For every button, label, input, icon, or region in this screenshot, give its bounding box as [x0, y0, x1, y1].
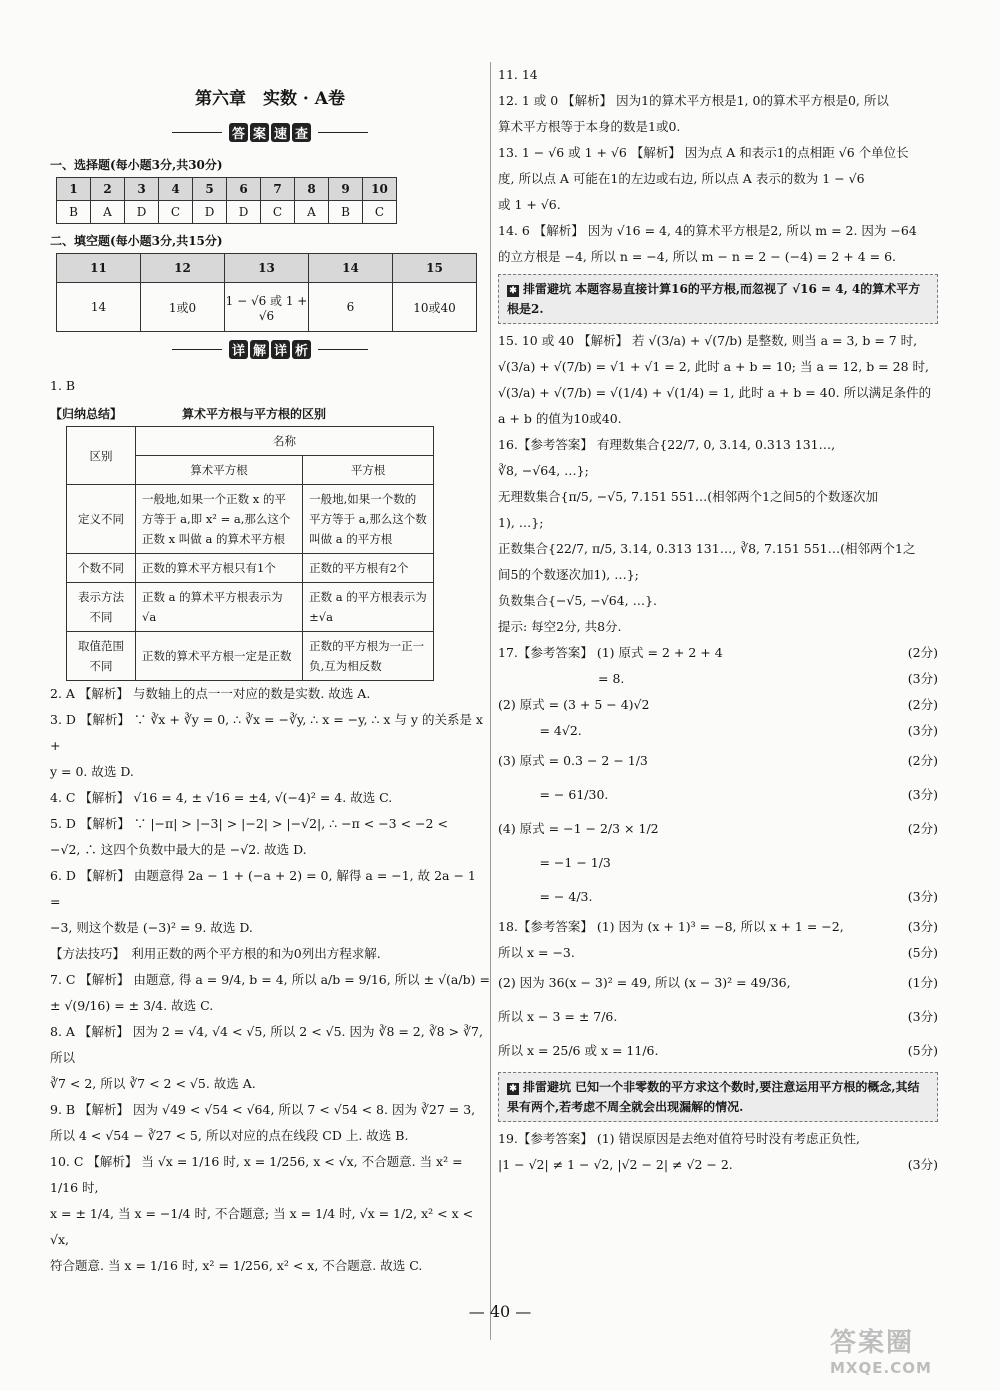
answer-line: ∛8, −√64, …};	[498, 463, 589, 478]
section-fill-heading: 二、填空题(每小题3分,共15分)	[50, 234, 223, 248]
fill-number: 14	[309, 254, 393, 283]
answer-text: = −1 − 1/3	[498, 855, 611, 870]
score-mark: (2分)	[907, 753, 938, 768]
banner-char: 解	[250, 340, 269, 359]
summary-row-square: 正数的平方根有2个	[303, 554, 434, 583]
banner-detailed-explanation	[50, 340, 490, 359]
answer-text: (2) 因为 36(x − 3)² = 49, 所以 (x − 3)² = 49/36,	[498, 975, 791, 990]
summary-row-square: 正数 a 的平方根表示为 ±√a	[303, 583, 434, 632]
answer-line: 11. 14	[498, 67, 538, 82]
choice-answer: D	[193, 201, 227, 224]
mine-icon: ✱	[507, 285, 519, 297]
banner-char: 详	[271, 340, 290, 359]
answer-line: ± √(9/16) = ± 3/4. 故选 C.	[50, 998, 214, 1013]
answer-line: 4. C 【解析】 √16 = 4, ± √16 = ±4, √(−4)² = 4. 故选 C.	[50, 790, 393, 805]
answer-line: a + b 的值为10或40.	[498, 411, 622, 426]
summary-head-arith: 算术平方根	[136, 456, 303, 485]
answer-line: 度, 所以点 A 可能在1的左边或右边, 所以点 A 表示的数为 1 − √6	[498, 171, 865, 186]
summary-heading	[50, 405, 490, 422]
answer-text: 所以 x − 3 = ± 7/6.	[498, 1009, 618, 1024]
summary-row-arith: 一般地,如果一个正数 x 的平方等于 a,即 x² = a,那么这个正数 x 叫做 a 的算术平方根	[136, 485, 303, 554]
choice-answer: B	[329, 201, 363, 224]
choice-answer: B	[57, 201, 91, 224]
summary-row-key: 表示方法不同	[67, 583, 136, 632]
answer-text: |1 − √2| ≠ 1 − √2, |√2 − 2| ≠ √2 − 2.	[498, 1157, 733, 1172]
answer-text: 19.【参考答案】 (1) 错误原因是去绝对值符号时没有考虑正负性,	[498, 1131, 861, 1146]
summary-row-arith: 正数的算术平方根只有1个	[136, 554, 303, 583]
answer-line	[498, 914, 938, 940]
answer-line: 负数集合{−√5, −√64, …}.	[498, 593, 658, 608]
right-answers-top	[498, 62, 938, 270]
section-choice-heading: 一、选择题(每小题3分,共30分)	[50, 158, 223, 172]
answer-line: √(3/a) + √(7/b) = √(1/4) + √(1/4) = 1, 此时 a + b = 40. 所以满足条件的	[498, 385, 932, 400]
score-mark: (3分)	[907, 1009, 938, 1024]
answer-line: 所以 4 < √54 − ∛27 < 5, 所以对应的点在线段 CD 上. 故选 B.	[50, 1128, 409, 1143]
score-mark: (5分)	[907, 945, 938, 960]
score-mark: (3分)	[907, 1157, 938, 1172]
answer-line: 2. A 【解析】 与数轴上的点一一对应的数是实数. 故选 A.	[50, 686, 371, 701]
choice-answer: C	[159, 201, 193, 224]
left-column	[50, 62, 490, 1279]
choice-number: 4	[159, 178, 193, 201]
choice-answer-table	[56, 177, 397, 224]
banner-char: 析	[292, 340, 311, 359]
answer-line	[498, 1034, 938, 1068]
answer-line: √(3/a) + √(7/b) = √1 + √1 = 2, 此时 a + b = 10; 当 a = 12, b = 28 时,	[498, 359, 929, 374]
answer-line: 8. A 【解析】 因为 2 = √4, √4 < √5, 所以 2 < √5. 因为 ∛8 = 2, ∛8 > ∛7, 所以	[50, 1024, 483, 1065]
answer-line: y = 0. 故选 D.	[50, 764, 134, 779]
choice-number: 3	[125, 178, 159, 201]
answer-text: (4) 原式 = −1 − 2/3 × 1/2	[498, 821, 659, 836]
score-mark: (1分)	[907, 975, 938, 990]
choice-number: 7	[261, 178, 295, 201]
banner-char: 查	[292, 123, 311, 142]
answer-text: 所以 x = 25/6 或 x = 11/6.	[498, 1043, 659, 1058]
score-mark: (2分)	[907, 645, 938, 660]
tip-box-2: ✱ 排雷避坑 已知一个非零数的平方求这个数时,要注意运用平方根的概念,其结果有两个,若考虑不周全就会出现漏解的情况.	[498, 1072, 938, 1122]
fill-answer-table	[56, 253, 477, 332]
watermark-logo: 答案圈 MXQE.COM	[830, 1328, 932, 1377]
answer-line: 5. D 【解析】 ∵ |−π| > |−3| > |−2| > |−√2|, ∴ −π < −3 < −2 <	[50, 816, 448, 831]
answer-line: 13. 1 − √6 或 1 + √6 【解析】 因为点 A 和表示1的点相距 √6 个单位长	[498, 145, 909, 160]
answer-line	[498, 666, 938, 692]
banner-char: 详	[229, 340, 248, 359]
summary-row-square: 正数的平方根为一正一负,互为相反数	[303, 632, 434, 681]
answer-line	[498, 744, 938, 778]
answer-line	[498, 966, 938, 1000]
summary-row-key: 个数不同	[67, 554, 136, 583]
tip-box-1: ✱ 排雷避坑 本题容易直接计算16的平方根,而忽视了 √16 = 4, 4的算术平方根是2.	[498, 274, 938, 324]
answer-line: x = ± 1/4, 当 x = −1/4 时, 不合题意; 当 x = 1/4 时, √x = 1/2, x² < x < √x,	[50, 1206, 474, 1247]
summary-head-qubie: 区别	[67, 427, 136, 485]
summary-label: 【归纳总结】	[50, 407, 123, 421]
answer-line	[498, 640, 938, 666]
answer-line: 或 1 + √6.	[498, 197, 561, 212]
answer-line: 提示: 每空2分, 共8分.	[498, 619, 622, 634]
choice-answer: C	[363, 201, 397, 224]
right-column	[498, 62, 938, 1178]
summary-table	[66, 426, 434, 681]
answer-text: = − 61/30.	[498, 787, 609, 802]
answer-line	[498, 1000, 938, 1034]
choice-answer: A	[295, 201, 329, 224]
score-mark: (3分)	[907, 787, 938, 802]
score-mark: (3分)	[907, 671, 938, 686]
summary-row-arith: 正数的算术平方根一定是正数	[136, 632, 303, 681]
fill-number: 11	[57, 254, 141, 283]
score-mark: (3分)	[907, 919, 938, 934]
summary-row-arith: 正数 a 的算术平方根表示为 √a	[136, 583, 303, 632]
answer-line: 3. D 【解析】 ∵ ∛x + ∛y = 0, ∴ ∛x = −∛y, ∴ x = −y, ∴ x 与 y 的关系是 x +	[50, 712, 483, 753]
fill-number: 12	[141, 254, 225, 283]
summary-title: 算术平方根与平方根的区别	[182, 407, 327, 421]
score-mark: (2分)	[907, 821, 938, 836]
answer-line	[498, 1126, 938, 1152]
answer-line: 间5的个数逐次加1), …};	[498, 567, 639, 582]
answer-line	[498, 778, 938, 812]
answer-line	[498, 846, 938, 880]
summary-row-key: 取值范围不同	[67, 632, 136, 681]
choice-header-row	[57, 178, 397, 201]
fill-answer: 1或0	[141, 283, 225, 332]
score-mark: (3分)	[907, 889, 938, 904]
fill-answer: 10或40	[393, 283, 477, 332]
fill-number: 13	[225, 254, 309, 283]
answer-text: = 8.	[498, 671, 625, 686]
answer-line	[498, 692, 938, 718]
answer-line: 1), …};	[498, 515, 544, 530]
answer-text: = − 4/3.	[498, 889, 593, 904]
answer-line: 12. 1 或 0 【解析】 因为1的算术平方根是1, 0的算术平方根是0, 所以	[498, 93, 889, 108]
choice-number: 8	[295, 178, 329, 201]
banner-char: 速	[271, 123, 290, 142]
fill-answer: 6	[309, 283, 393, 332]
choice-number: 6	[227, 178, 261, 201]
choice-answer: C	[261, 201, 295, 224]
answer-line: 6. D 【解析】 由题意得 2a − 1 + (−a + 2) = 0, 解得 a = −1, 故 2a − 1 =	[50, 868, 476, 909]
summary-row	[67, 583, 434, 632]
answer-line: ∛7 < 2, 所以 ∛7 < 2 < √5. 故选 A.	[50, 1076, 256, 1091]
answer-text: (2) 原式 = (3 + 5 − 4)√2	[498, 697, 650, 712]
score-mark: (2分)	[907, 697, 938, 712]
summary-row-key: 定义不同	[67, 485, 136, 554]
fill-number: 15	[393, 254, 477, 283]
answer-text: (3) 原式 = 0.3 − 2 − 1/3	[498, 753, 648, 768]
answer-line: 1. B	[50, 378, 76, 393]
answer-line	[498, 1152, 938, 1178]
answer-line	[498, 880, 938, 914]
answer-line: 无理数集合{π/5, −√5, 7.151 551…(相邻两个1之间5的个数逐次加	[498, 489, 879, 504]
answer-line: 正数集合{22/7, π/5, 3.14, 0.313 131…, ∛8, 7.151 551…(相邻两个1之	[498, 541, 916, 556]
mine-icon: ✱	[507, 1083, 519, 1095]
banner-char: 答	[229, 123, 248, 142]
answer-text: 17.【参考答案】 (1) 原式 = 2 + 2 + 4	[498, 645, 723, 660]
choice-answer-row	[57, 201, 397, 224]
summary-header-row	[67, 427, 434, 456]
answer-line: 14. 6 【解析】 因为 √16 = 4, 4的算术平方根是2, 所以 m = 2. 因为 −64	[498, 223, 917, 238]
score-mark: (5分)	[907, 1043, 938, 1058]
summary-row	[67, 485, 434, 554]
choice-number: 10	[363, 178, 397, 201]
answer-text: 所以 x = −3.	[498, 945, 575, 960]
right-answers-mid	[498, 328, 938, 640]
answer-line: 16.【参考答案】 有理数集合{22/7, 0, 3.14, 0.313 131…,	[498, 437, 836, 452]
banner-answer-check	[50, 123, 490, 142]
answer-line	[498, 812, 938, 846]
page-title: 第六章 实数 · A卷	[195, 89, 345, 109]
answer-line: 15. 10 或 40 【解析】 若 √(3/a) + √(7/b) 是整数, 则当 a = 3, b = 7 时,	[498, 333, 918, 348]
page-number: — 40 —	[468, 1302, 532, 1321]
answer-line: −√2, ∴ 这四个负数中最大的是 −√2. 故选 D.	[50, 842, 307, 857]
column-divider	[490, 62, 491, 1340]
answer-line: 【方法技巧】 利用正数的两个平方根的和为0列出方程求解.	[50, 946, 381, 961]
score-mark: (3分)	[907, 723, 938, 738]
left-answers	[50, 681, 490, 1279]
choice-answer: D	[227, 201, 261, 224]
answer-text: = 4√2.	[498, 723, 582, 738]
choice-number: 5	[193, 178, 227, 201]
fill-answer-row	[57, 283, 477, 332]
choice-answer: D	[125, 201, 159, 224]
choice-number: 9	[329, 178, 363, 201]
summary-head-square: 平方根	[303, 456, 434, 485]
fill-answer: 14	[57, 283, 141, 332]
answer-line: 10. C 【解析】 当 √x = 1/16 时, x = 1/256, x < √x, 不合题意. 当 x² = 1/16 时,	[50, 1154, 463, 1195]
fill-header-row	[57, 254, 477, 283]
choice-number: 1	[57, 178, 91, 201]
banner-char: 案	[250, 123, 269, 142]
right-answers-end	[498, 1126, 938, 1178]
summary-row-square: 一般地,如果一个数的平方等于 a,那么这个数叫做 a 的平方根	[303, 485, 434, 554]
summary-row	[67, 632, 434, 681]
answer-line: −3, 则这个数是 (−3)² = 9. 故选 D.	[50, 920, 253, 935]
answer-line	[498, 940, 938, 966]
answer-line: 符合题意. 当 x = 1/16 时, x² = 1/256, x² < x, 不合题意. 故选 C.	[50, 1258, 423, 1273]
answer-text: 18.【参考答案】 (1) 因为 (x + 1)³ = −8, 所以 x + 1 = −2,	[498, 919, 844, 934]
summary-head-name: 名称	[136, 427, 434, 456]
answer-line: 算术平方根等于本身的数是1或0.	[498, 119, 681, 134]
choice-number: 2	[91, 178, 125, 201]
answer-line: 9. B 【解析】 因为 √49 < √54 < √64, 所以 7 < √54 < 8. 因为 ∛27 = 3,	[50, 1102, 476, 1117]
answer-line: 7. C 【解析】 由题意, 得 a = 9/4, b = 4, 所以 a/b = 9/16, 所以 ± √(a/b) =	[50, 972, 490, 987]
answer-line: 的立方根是 −4, 所以 n = −4, 所以 m − n = 2 − (−4) = 2 + 4 = 6.	[498, 249, 897, 264]
fill-answer: 1 − √6 或 1 + √6	[225, 283, 309, 332]
answer-line	[498, 718, 938, 744]
choice-answer: A	[91, 201, 125, 224]
summary-row	[67, 554, 434, 583]
calculation-answers	[498, 640, 938, 1068]
